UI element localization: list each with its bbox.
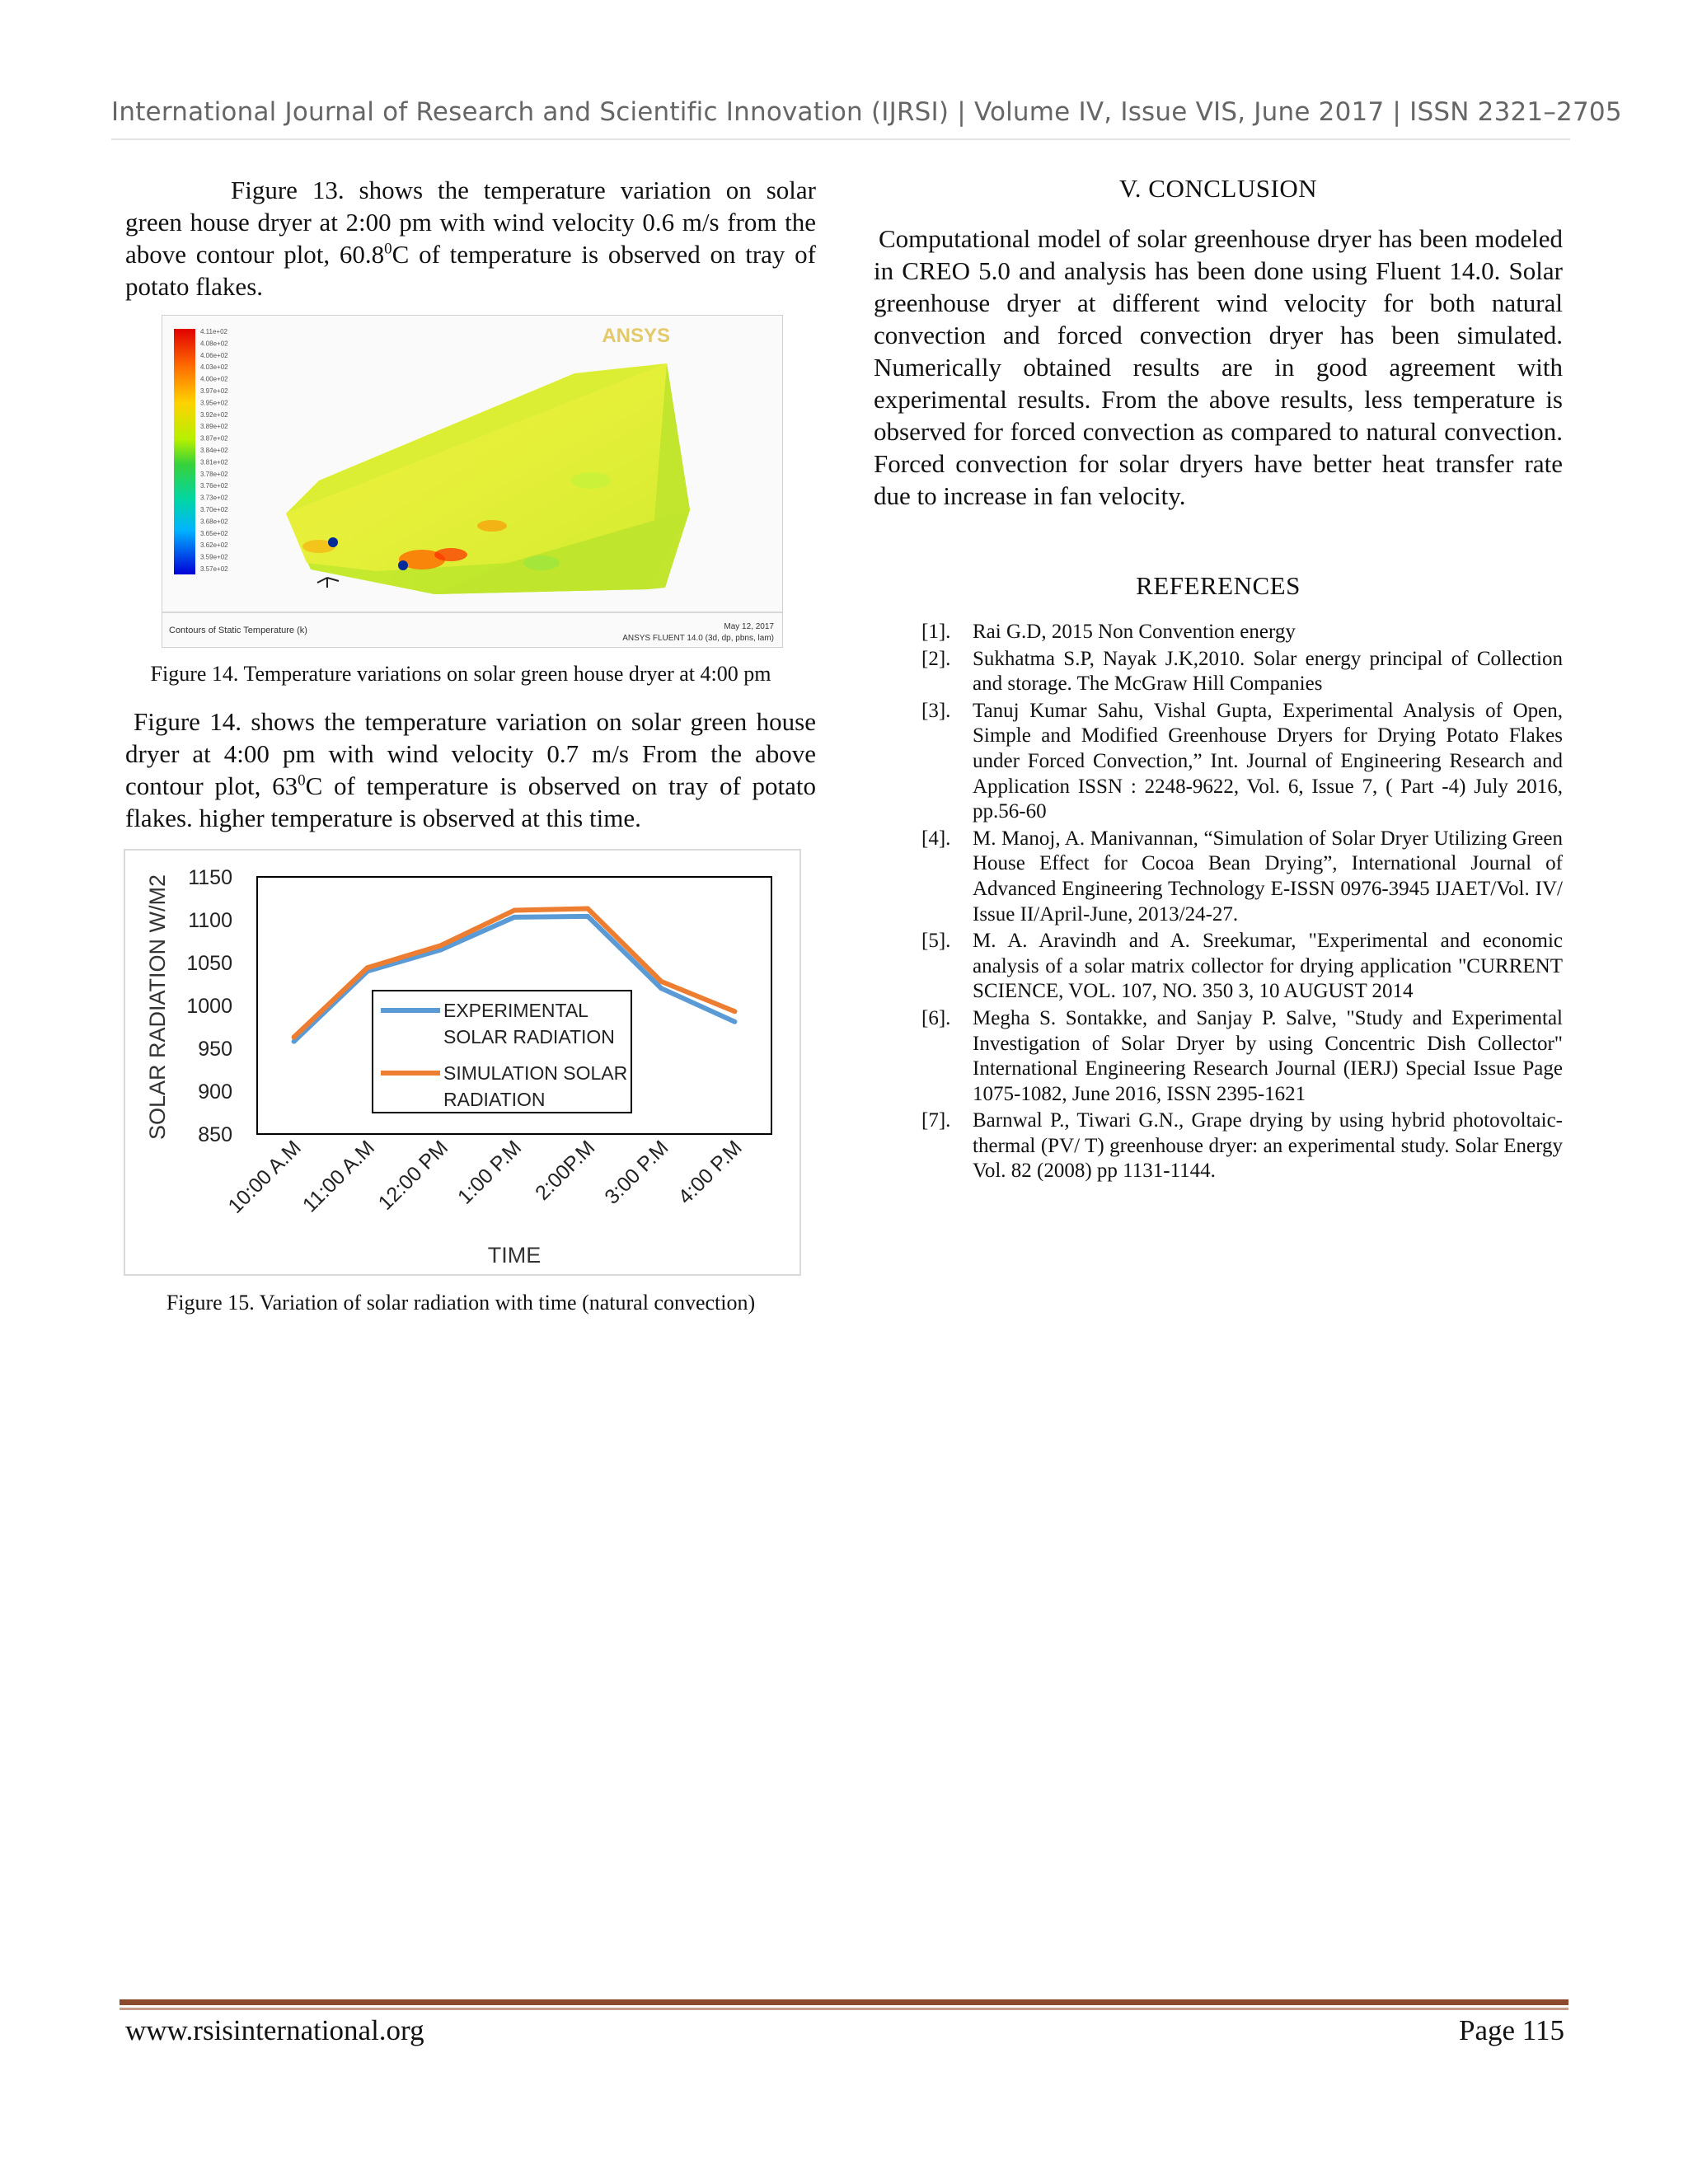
x-tick-label: 2:00P.M	[531, 1136, 600, 1205]
y-tick-label: 1100	[188, 909, 232, 932]
x-tick-label: 4:00 P.M	[673, 1136, 747, 1209]
ansys-logo: ANSYS	[602, 325, 670, 347]
y-tick-label: 1050	[186, 952, 232, 975]
contour-legend-value: 3.76e+02	[200, 482, 228, 490]
footer-website: www.rsisinternational.org	[125, 2014, 424, 2046]
journal-header: International Journal of Research and Scientific Innovation (IJRSI) | Volume IV, Issue VIS, June 2017 | ISSN 2321–2705	[111, 97, 1622, 127]
legend-label: EXPERIMENTAL SOLAR RADIATION	[443, 1000, 615, 1047]
para2-text-a: Figure 14. shows the temperature variation on solar green house dryer at 4:00 pm with wind velocity 0.7 m/s From the above contour plot, 63	[125, 707, 816, 800]
axis-triad-icon	[317, 578, 339, 588]
solar-radiation-chart	[124, 849, 801, 1276]
references-list	[921, 620, 1563, 1186]
para1-sup: 0	[384, 240, 392, 258]
reference-text: Megha S. Sontakke, and Sanjay P. Salve, "Study and Experimental Investigation of Solar Dryer by using Concentric Dish Collector" International Engineering Research Journal (IERJ) Special Issue Page 1075-1082, June 2016, ISSN 2395-1621	[973, 1006, 1563, 1105]
para2-sup: 0	[298, 771, 306, 790]
contour-legend-value: 3.62e+02	[200, 541, 228, 550]
reference-item	[921, 929, 1563, 1005]
chart-legend	[373, 991, 631, 1113]
conclusion-body	[874, 223, 1563, 512]
contour-legend-value: 3.97e+02	[200, 387, 228, 395]
contour-legend-value: 4.03e+02	[200, 363, 228, 372]
reference-number: [7].	[921, 1109, 951, 1132]
paragraph-figure13	[125, 174, 816, 302]
references-title: REFERENCES	[1136, 571, 1301, 600]
data-point	[585, 914, 590, 919]
reference-text: Sukhatma S.P, Nayak J.K,2010. Solar energy principal of Collection and storage. The McGraw Hill Companies	[973, 647, 1563, 696]
legend-label: SIMULATION SOLAR RADIATION	[443, 1062, 628, 1110]
data-point	[585, 906, 590, 911]
conclusion-title: V. CONCLUSION	[1118, 174, 1318, 203]
x-tick-label: 3:00 P.M	[600, 1136, 673, 1209]
data-point	[659, 979, 663, 984]
y-tick-label: 1150	[188, 866, 232, 889]
x-axis-label: TIME	[487, 1243, 542, 1268]
reference-number: [2].	[921, 647, 951, 670]
reference-item	[921, 1108, 1563, 1184]
footer-page-number: Page 115	[1459, 2014, 1564, 2046]
footer-divider	[120, 1999, 1568, 2005]
contour-footer-date: May 12, 2017	[724, 622, 774, 631]
y-tick-label: 850	[198, 1123, 232, 1146]
figure14-caption: Figure 14. Temperature variations on solar green house dryer at 4:00 pm	[150, 662, 771, 686]
contour-legend-value: 4.00e+02	[200, 375, 228, 383]
contour-legend-value: 3.78e+02	[200, 470, 228, 478]
footer-divider-thin	[120, 2008, 1568, 2010]
y-tick-label: 950	[198, 1038, 232, 1061]
contour-footer-info: ANSYS FLUENT 14.0 (3d, dp, pbns, lam)	[622, 634, 774, 643]
reference-number: [5].	[921, 930, 951, 953]
data-point	[732, 1009, 737, 1014]
reference-item	[921, 620, 1563, 645]
reference-text: Rai G.D, 2015 Non Convention energy	[973, 621, 1296, 643]
contour-legend-value: 3.84e+02	[200, 447, 228, 454]
reference-item	[921, 827, 1563, 927]
reference-text: M. Manoj, A. Manivannan, “Simulation of Solar Dryer Utilizing Green House Effect for Cocoa Bean Drying”, International Journal of Advanced Engineering Technology E-ISSN 0976-3945 IJAET/Vol. IV/ Issue II/April-June, 2013/24-27.	[973, 827, 1563, 926]
contour-legend-value: 4.11e+02	[200, 328, 227, 335]
contour-legend-value: 3.70e+02	[200, 506, 228, 513]
data-point	[438, 943, 443, 948]
reference-number: [1].	[921, 621, 951, 643]
reference-item	[921, 699, 1563, 825]
y-tick-label: 900	[198, 1080, 232, 1104]
reference-text: Barnwal P., Tiwari G.N., Grape drying by using hybrid photovoltaic-thermal (PV/ T) greenhouse dryer: an experimental study. Solar Energy Vol. 82 (2008) pp 1131-1144.	[973, 1109, 1563, 1183]
header-divider	[111, 138, 1570, 140]
reference-number: [4].	[921, 827, 951, 850]
data-point	[659, 986, 663, 991]
contour-legend-value: 3.92e+02	[200, 410, 228, 419]
contour-legend-values	[200, 328, 228, 573]
data-point	[365, 965, 370, 970]
data-point	[292, 1039, 297, 1044]
reference-number: [3].	[921, 699, 951, 722]
conclusion-text: Computational model of solar greenhouse dryer has been modeled in CREO 5.0 and analysis has been done using Fluent 14.0. Solar greenhouse dryer at different wind velocity for both natural convection and forced convection dryer has been simulated. Numerically obtained results are in good agreement with experimental results. From the above results, less temperature is observed for forced convection as compared to natural convection. Forced convection for solar dryers have better heat transfer rate due to increase in fan velocity.	[874, 224, 1563, 510]
y-axis-label: SOLAR RADIATION W/M2	[145, 874, 170, 1141]
figure15-caption: Figure 15. Variation of solar radiation with time (natural convection)	[166, 1291, 756, 1315]
data-point	[512, 915, 517, 920]
data-point	[512, 908, 517, 913]
contour-plot-figure14	[162, 315, 783, 648]
contour-legend-value: 4.06e+02	[200, 351, 228, 359]
contour-legend-value: 4.08e+02	[200, 340, 228, 348]
data-point	[292, 1034, 297, 1039]
contour-legend-value: 3.68e+02	[200, 518, 228, 526]
x-tick-label: 10:00 A.M	[223, 1136, 306, 1218]
reference-item	[921, 647, 1563, 697]
contour-legend-bar	[174, 329, 195, 574]
para1-text-b: C of temperature is observed on tray of potato flakes.	[125, 240, 816, 301]
x-tick-label: 12:00 PM	[373, 1136, 453, 1215]
reference-number: [6].	[921, 1006, 951, 1029]
contour-legend-value: 3.57e+02	[200, 565, 228, 573]
paragraph-figure14	[125, 705, 816, 834]
para2-text-b: C of temperature is observed on tray of potato flakes. higher temperature is observed at this time.	[125, 771, 817, 832]
x-tick-label: 11:00 A.M	[298, 1136, 379, 1217]
reference-text: Tanuj Kumar Sahu, Vishal Gupta, Experimental Analysis of Open, Simple and Modified Greenhouse Dryers for Drying Potato Flakes under Forced Convection,” Int. Journal of Engineering Research and Application ISSN : 2248-9622, Vol. 6, Issue 7, ( Part -4) July 2016, pp.56-60	[973, 699, 1563, 823]
contour-legend-value: 3.81e+02	[200, 458, 228, 466]
contour-legend-value: 3.59e+02	[200, 553, 228, 561]
contour-legend-value: 3.65e+02	[200, 529, 228, 537]
contour-legend-value: 3.87e+02	[200, 434, 228, 443]
contour-legend-value: 3.95e+02	[200, 399, 228, 407]
reference-item	[921, 1006, 1563, 1107]
x-tick-label: 1:00 P.M	[452, 1136, 527, 1209]
data-point	[732, 1019, 737, 1024]
contour-legend-value: 3.89e+02	[200, 423, 228, 431]
reference-text: M. A. Aravindh and A. Sreekumar, "Experimental and economic analysis of a solar matrix collector for drying application "CURRENT SCIENCE, VOL. 107, NO. 350 3, 10 AUGUST 2014	[973, 930, 1563, 1003]
contour-footer-label: Contours of Static Temperature (k)	[169, 626, 307, 635]
y-tick-label: 1000	[186, 995, 232, 1018]
para1-text-a: Figure 13. shows the temperature variation on solar green house dryer at 2:00 pm with wind velocity 0.6 m/s from the above contour plot, 60.8	[125, 176, 816, 269]
contour-legend-value: 3.73e+02	[200, 494, 228, 502]
